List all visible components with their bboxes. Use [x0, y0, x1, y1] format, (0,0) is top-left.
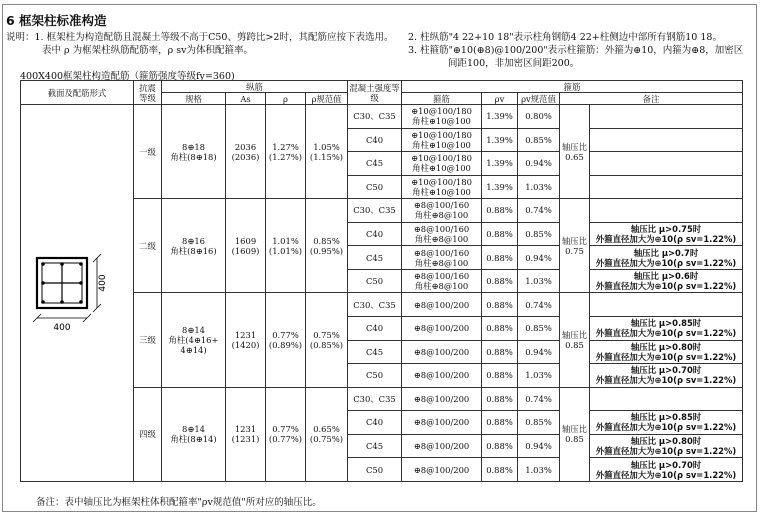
spec-corner-cont: 4⊕14)	[180, 345, 207, 355]
rho-v-value: 1.39%	[486, 111, 513, 122]
remark-line-1: 轴压比 μ>0.7时	[633, 247, 699, 258]
stirrup-cell	[402, 293, 482, 317]
rebar-dot	[79, 281, 83, 285]
remark-cell	[590, 458, 743, 482]
concrete-grade-cell	[348, 199, 402, 223]
concrete-grade: C45	[365, 440, 384, 451]
rho-spec-value: 1.05%	[313, 141, 340, 152]
stirrup-cell	[402, 387, 482, 411]
remark-cell	[590, 340, 743, 364]
rho-v-cell	[482, 246, 518, 270]
rho-v-value: 0.88%	[486, 229, 513, 240]
concrete-grade: C50	[365, 464, 384, 475]
stirrup-value: ⊕8@100/160	[413, 224, 470, 235]
rho-v-cell	[482, 152, 518, 176]
stirrup-value: ⊕10@100/180	[411, 106, 472, 117]
concrete-grade: C30、C35	[353, 299, 396, 310]
rho-v-spec-cell	[518, 269, 560, 293]
as-corner-value: (2036)	[231, 151, 260, 162]
concrete-grade-cell	[348, 246, 402, 270]
rho-value: 1.01%	[272, 235, 299, 246]
stirrup-value: ⊕8@100/200	[413, 323, 470, 334]
stirrup-value: ⊕8@100/200	[413, 299, 470, 310]
concrete-grade-cell	[348, 458, 402, 482]
stirrup-value: ⊕10@100/180	[411, 176, 472, 187]
stirrup-cell	[402, 434, 482, 458]
concrete-grade: C30、C35	[353, 393, 396, 404]
note-3: 3. 柱箍筋"⊕10(⊕8)@100/200"表示柱箍筋：外箍为⊕10，内箍为⊕8，加密区	[408, 45, 744, 56]
rho-v-value: 0.88%	[486, 464, 513, 475]
axial-ratio-label: 轴压比	[561, 330, 588, 340]
axial-ratio-label: 轴压比	[561, 235, 588, 246]
rho-v-cell	[482, 222, 518, 246]
stirrup-value: ⊕10@100/180	[411, 129, 472, 140]
remark-cell	[590, 434, 743, 458]
remark-line-2: 外箍直径加大为⊕10(ρ sv=1.22%)	[595, 469, 737, 480]
remark-line-1: 轴压比 μ>0.75时	[630, 224, 702, 235]
stirrup-value: ⊕10@100/180	[411, 153, 472, 164]
concrete-grade-cell	[348, 340, 402, 364]
rho-v-spec-value: 0.80%	[525, 111, 552, 122]
stirrup-value: ⊕8@100/160	[413, 200, 470, 211]
stirrup-corner-value: 角柱⊕10@100	[412, 163, 471, 174]
spec-cell	[162, 387, 226, 481]
spec-main: 8⊕14	[181, 325, 205, 335]
axial-ratio-cell	[560, 387, 590, 481]
remark-cell	[590, 316, 743, 340]
rho-v-spec-cell	[518, 105, 560, 129]
as-corner-value: (1231)	[231, 434, 260, 445]
rho-v-spec-value: 0.74%	[525, 299, 552, 310]
header-remark: 备注	[560, 93, 743, 105]
note-3-cont: 间距100，非加密区间距200。	[448, 58, 580, 69]
rho-v-cell	[482, 316, 518, 340]
concrete-grade-cell	[348, 128, 402, 152]
concrete-grade-cell	[348, 387, 402, 411]
concrete-grade-cell	[348, 175, 402, 199]
note-1-cont: 表中 ρ 为框架柱纵筋配筋率，ρ sv为体积配箍率。	[42, 45, 253, 56]
rho-value: 0.77%	[272, 424, 299, 435]
reinforcement-table	[20, 80, 743, 482]
rebar-dot	[41, 300, 45, 304]
rho-v-spec-cell	[518, 128, 560, 152]
concrete-grade: C30、C35	[353, 111, 396, 122]
stirrup-cell	[402, 175, 482, 199]
stirrup-value: ⊕8@100/200	[413, 440, 470, 451]
rho-v-value: 0.88%	[486, 440, 513, 451]
remark-line-2: 外箍直径加大为⊕10(ρ sv=1.22%)	[595, 281, 737, 292]
grade-cell	[134, 199, 162, 293]
remark-line-1: 轴压比 μ>0.80时	[630, 341, 702, 352]
concrete-grade: C40	[365, 134, 384, 145]
rho-v-value: 0.88%	[486, 417, 513, 428]
rho-spec-corner-value: (0.95%)	[309, 245, 344, 256]
concrete-grade-cell	[348, 316, 402, 340]
remark-cell	[590, 411, 743, 435]
as-cell	[226, 293, 266, 387]
rho-v-cell	[482, 175, 518, 199]
as-corner-value: (1420)	[231, 340, 260, 350]
rebar-dot	[41, 281, 45, 285]
rho-v-spec-cell	[518, 411, 560, 435]
header-stirrup: 箍筋	[402, 93, 482, 105]
rho-spec-value: 0.85%	[313, 235, 340, 246]
as-value: 1609	[234, 235, 257, 246]
header-section: 截面及配筋形式	[21, 81, 134, 105]
note-1: 说明：1. 框架柱为构造配筋且混凝土等级不高于C50、剪跨比>2时，其配筋应按下表选用。	[6, 32, 394, 43]
rho-value: 0.77%	[272, 330, 299, 340]
remark-line-1: 轴压比 μ>0.70时	[630, 459, 702, 470]
rho-v-spec-cell	[518, 152, 560, 176]
rho-spec-corner-value: (1.15%)	[309, 151, 344, 162]
remark-line-2: 外箍直径加大为⊕10(ρ sv=1.22%)	[595, 257, 737, 268]
as-value: 2036	[234, 141, 257, 152]
rho-v-spec-value: 0.94%	[525, 158, 552, 169]
rho-v-cell	[482, 434, 518, 458]
stirrup-value: ⊕8@100/160	[413, 271, 470, 282]
rho-v-value: 1.39%	[486, 181, 513, 192]
spec-main: 8⊕18	[181, 141, 205, 152]
stirrup-corner-value: 角柱⊕10@100	[412, 116, 471, 127]
rho-v-cell	[482, 105, 518, 129]
remark-line-2: 外箍直径加大为⊕10(ρ sv=1.22%)	[595, 375, 737, 386]
rho-v-spec-cell	[518, 316, 560, 340]
concrete-grade: C30、C35	[353, 205, 396, 216]
concrete-grade-cell	[348, 105, 402, 129]
stirrup-corner-value: 角柱⊕8@100	[414, 210, 469, 221]
column-section-diagram	[27, 252, 127, 332]
rho-v-spec-value: 0.94%	[525, 252, 552, 263]
stirrup-cell	[402, 222, 482, 246]
rho-v-spec-value: 1.03%	[525, 464, 552, 475]
rho-spec-cell	[306, 387, 348, 481]
stirrup-corner-value: 角柱⊕10@100	[412, 186, 471, 197]
concrete-grade: C50	[365, 181, 384, 192]
rho-v-spec-value: 0.74%	[525, 393, 552, 404]
as-cell	[226, 199, 266, 293]
remark-line-1: 轴压比 μ>0.6时	[633, 271, 699, 282]
axial-ratio-label: 轴压比	[561, 141, 588, 152]
concrete-grade: C40	[365, 417, 384, 428]
rho-v-spec-value: 0.85%	[525, 417, 552, 428]
stirrup-cell	[402, 152, 482, 176]
rho-v-cell	[482, 128, 518, 152]
seismic-grade: 四级	[139, 429, 156, 440]
as-cell	[226, 105, 266, 199]
remark-cell	[590, 105, 743, 129]
remark-cell	[590, 387, 743, 411]
stirrup-value: ⊕8@100/200	[413, 417, 470, 428]
rho-v-value: 0.88%	[486, 299, 513, 310]
axial-ratio-value: 0.75	[565, 245, 584, 256]
header-concrete: 混凝土强度等级	[348, 81, 402, 105]
header-rho-v: ρv	[482, 93, 518, 105]
rho-spec-cell	[306, 199, 348, 293]
header-rho-v-spec: ρv规范值	[518, 93, 560, 105]
remark-cell	[590, 269, 743, 293]
rho-v-cell	[482, 293, 518, 317]
rho-v-value: 0.88%	[486, 393, 513, 404]
spec-corner: 角柱(4⊕16+	[168, 335, 219, 345]
rebar-dot	[79, 300, 83, 304]
spec-main: 8⊕16	[181, 235, 205, 246]
rho-v-spec-value: 1.03%	[525, 276, 552, 287]
grade-cell	[134, 387, 162, 481]
spec-corner: 角柱(8⊕18)	[170, 151, 217, 162]
stirrup-cell	[402, 340, 482, 364]
remark-line-2: 外箍直径加大为⊕10(ρ sv=1.22%)	[595, 351, 737, 362]
section-title: 6 框架柱标准构造	[6, 13, 107, 28]
rho-v-spec-value: 0.94%	[525, 346, 552, 357]
rho-spec-corner-value: (0.75%)	[309, 434, 344, 445]
stirrup-corner-value: 角柱⊕8@100	[414, 257, 469, 268]
rho-v-value: 0.88%	[486, 323, 513, 334]
rho-corner-value: (1.27%)	[268, 151, 303, 162]
concrete-grade: C40	[365, 229, 384, 240]
rho-v-cell	[482, 269, 518, 293]
stirrup-cell	[402, 269, 482, 293]
as-value: 1231	[234, 330, 257, 340]
header-stirrup-group: 箍筋	[402, 81, 743, 93]
remark-line-1: 轴压比 μ>0.70时	[630, 365, 702, 376]
concrete-grade: C40	[365, 323, 384, 334]
rho-spec-cell	[306, 105, 348, 199]
note-2: 2. 柱纵筋"4 22+10 18"表示柱角钢筋4 22+柱侧边中部所有钢筋10 18。	[408, 32, 722, 43]
rho-v-spec-cell	[518, 222, 560, 246]
axial-ratio-label: 轴压比	[561, 424, 588, 435]
header-as: As	[226, 93, 266, 105]
seismic-grade: 二级	[139, 240, 156, 251]
axial-ratio-value: 0.85	[565, 340, 584, 350]
header-longitudinal: 纵筋	[162, 81, 348, 93]
stirrup-cell	[402, 128, 482, 152]
concrete-grade: C45	[365, 346, 384, 357]
rho-v-spec-value: 1.03%	[525, 181, 552, 192]
rebar-dot	[60, 300, 64, 304]
header-rho: ρ	[266, 93, 306, 105]
rho-v-spec-value: 1.03%	[525, 370, 552, 381]
rebar-dot	[79, 262, 83, 266]
concrete-grade-cell	[348, 411, 402, 435]
stirrup-cell	[402, 364, 482, 388]
rho-spec-value: 0.65%	[313, 424, 340, 435]
stirrup-corner-value: 角柱⊕8@100	[414, 281, 469, 292]
rho-v-spec-cell	[518, 364, 560, 388]
remark-line-2: 外箍直径加大为⊕10(ρ sv=1.22%)	[595, 328, 737, 339]
remark-cell	[590, 222, 743, 246]
section-figure-cell	[21, 105, 134, 482]
remark-line-2: 外箍直径加大为⊕10(ρ sv=1.22%)	[595, 445, 737, 456]
axial-ratio-cell	[560, 105, 590, 199]
rho-value: 1.27%	[272, 141, 299, 152]
rho-corner-value: (0.89%)	[268, 340, 303, 350]
stirrup-corner-value: 角柱⊕10@100	[412, 139, 471, 150]
stirrup-cell	[402, 105, 482, 129]
rho-v-value: 1.39%	[486, 134, 513, 145]
width-dimension-label: 400	[53, 323, 71, 333]
rho-v-value: 0.88%	[486, 205, 513, 216]
rho-v-cell	[482, 458, 518, 482]
remark-cell	[590, 128, 743, 152]
rho-corner-value: (0.77%)	[268, 434, 303, 445]
remark-line-1: 轴压比 μ>0.80时	[630, 435, 702, 446]
seismic-grade: 一级	[139, 146, 156, 157]
spec-cell	[162, 199, 226, 293]
remark-cell	[590, 246, 743, 270]
remark-cell	[590, 293, 743, 317]
stirrup-corner-value: 角柱⊕8@100	[414, 234, 469, 245]
header-spec: 规格	[162, 93, 226, 105]
rho-spec-cell	[306, 293, 348, 387]
remark-cell	[590, 175, 743, 199]
header-grade: 抗震等级	[134, 81, 162, 105]
rho-v-value: 0.88%	[486, 346, 513, 357]
rho-v-value: 0.88%	[486, 252, 513, 263]
rho-v-value: 0.88%	[486, 276, 513, 287]
remark-cell	[590, 152, 743, 176]
rho-v-cell	[482, 364, 518, 388]
stirrup-cell	[402, 246, 482, 270]
rho-v-cell	[482, 387, 518, 411]
stirrup-value: ⊕8@100/200	[413, 393, 470, 404]
rho-v-cell	[482, 199, 518, 223]
rho-v-spec-cell	[518, 246, 560, 270]
rho-v-spec-value: 0.85%	[525, 229, 552, 240]
stirrup-cell	[402, 199, 482, 223]
stirrup-value: ⊕8@100/200	[413, 346, 470, 357]
rho-spec-corner-value: (0.85%)	[309, 340, 344, 350]
rho-v-spec-cell	[518, 434, 560, 458]
table-body	[21, 81, 743, 482]
axial-ratio-value: 0.65	[565, 151, 584, 162]
spec-cell	[162, 293, 226, 387]
header-row-1	[21, 81, 743, 93]
rho-spec-value: 0.75%	[313, 330, 340, 340]
as-corner-value: (1609)	[231, 245, 260, 256]
rho-v-spec-cell	[518, 387, 560, 411]
rho-v-spec-value: 0.85%	[525, 323, 552, 334]
concrete-grade-cell	[348, 152, 402, 176]
rho-cell	[266, 105, 306, 199]
rho-v-spec-cell	[518, 199, 560, 223]
stirrup-cell	[402, 411, 482, 435]
header-rho-spec: ρ规范值	[306, 93, 348, 105]
rho-v-spec-value: 0.94%	[525, 440, 552, 451]
concrete-grade-cell	[348, 364, 402, 388]
rho-cell	[266, 199, 306, 293]
grade-cell	[134, 105, 162, 199]
axial-ratio-value: 0.85	[565, 434, 584, 445]
rho-corner-value: (1.01%)	[268, 245, 303, 256]
as-value: 1231	[234, 424, 257, 435]
remark-cell	[590, 199, 743, 223]
remark-line-2: 外箍直径加大为⊕10(ρ sv=1.22%)	[595, 234, 737, 245]
concrete-grade: C50	[365, 370, 384, 381]
rho-v-spec-cell	[518, 175, 560, 199]
concrete-grade-cell	[348, 269, 402, 293]
rho-v-spec-value: 0.85%	[525, 134, 552, 145]
stirrup-value: ⊕8@100/160	[413, 247, 470, 258]
rho-v-cell	[482, 340, 518, 364]
stirrup-cell	[402, 458, 482, 482]
concrete-grade-cell	[348, 293, 402, 317]
remark-line-1: 轴压比 μ>0.85时	[630, 412, 702, 423]
table-row	[21, 105, 743, 129]
axial-ratio-cell	[560, 199, 590, 293]
spec-corner: 角柱(8⊕14)	[170, 434, 217, 445]
stirrup-value: ⊕8@100/200	[413, 464, 470, 475]
stirrup-value: ⊕8@100/200	[413, 370, 470, 381]
remark-line-1: 轴压比 μ>0.85时	[630, 318, 702, 329]
rebar-dot	[41, 262, 45, 266]
table-caption: 400X400框架柱构造配筋（箍筋强度等级fy=360)	[20, 71, 235, 82]
rho-v-value: 0.88%	[486, 370, 513, 381]
seismic-grade: 三级	[139, 335, 156, 345]
concrete-grade-cell	[348, 222, 402, 246]
grade-cell	[134, 293, 162, 387]
rho-v-spec-cell	[518, 340, 560, 364]
rho-v-cell	[482, 411, 518, 435]
remark-line-2: 外箍直径加大为⊕10(ρ sv=1.22%)	[595, 422, 737, 433]
footnote: 备注：表中轴压比为框架柱体积配箍率"ρv规范值"所对应的轴压比。	[36, 497, 322, 508]
rho-cell	[266, 387, 306, 481]
concrete-grade: C45	[365, 252, 384, 263]
spec-main: 8⊕14	[181, 424, 205, 435]
as-cell	[226, 387, 266, 481]
rebar-dot	[60, 262, 64, 266]
concrete-grade: C50	[365, 276, 384, 287]
rho-v-value: 1.39%	[486, 158, 513, 169]
height-dimension-label: 400	[98, 274, 108, 292]
rho-v-spec-cell	[518, 458, 560, 482]
concrete-grade: C45	[365, 158, 384, 169]
axial-ratio-cell	[560, 293, 590, 387]
spec-corner: 角柱(8⊕16)	[170, 245, 217, 256]
rho-cell	[266, 293, 306, 387]
concrete-grade-cell	[348, 434, 402, 458]
rho-v-spec-value: 0.74%	[525, 205, 552, 216]
stirrup-cell	[402, 316, 482, 340]
spec-cell	[162, 105, 226, 199]
remark-cell	[590, 364, 743, 388]
rho-v-spec-cell	[518, 293, 560, 317]
